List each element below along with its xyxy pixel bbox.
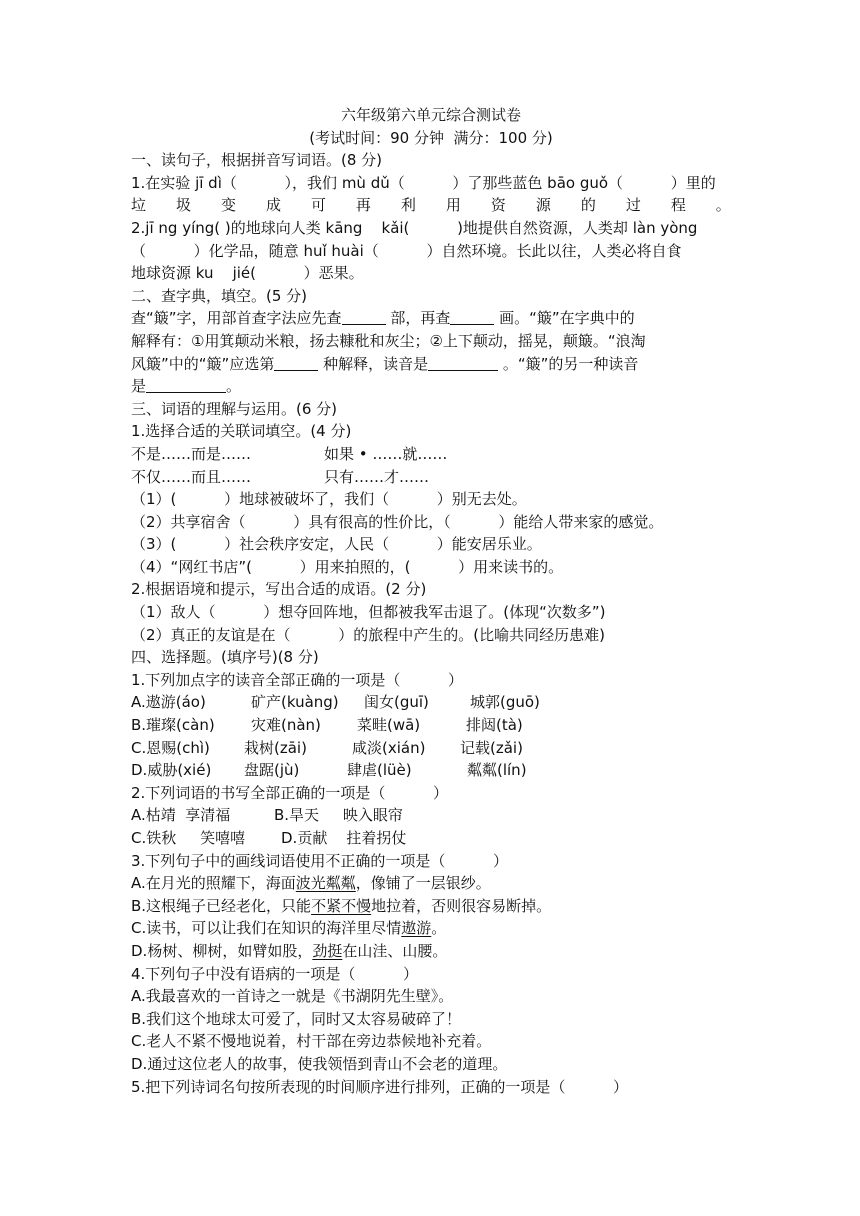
underlined-word: 劲挺	[312, 941, 343, 960]
s2-line-4	[131, 375, 731, 398]
choice-word: 咸淡(xián)	[352, 738, 426, 757]
s2-text: 查“簸”字，用部首查字法应先查	[131, 309, 342, 328]
justified-char: 垃	[131, 196, 147, 215]
s2-text: 画。“簸”在字典中的	[494, 309, 635, 328]
choice-word: 城郭(guō)	[470, 693, 540, 712]
s4-q3-option-a	[131, 872, 731, 895]
justified-char: 。	[715, 196, 731, 215]
justified-char: 资	[490, 196, 506, 215]
underlined-word: 不紧不慢	[311, 896, 372, 915]
justified-char: 成	[265, 196, 281, 215]
s1-line-2	[131, 194, 731, 217]
exam-paper	[131, 104, 731, 1098]
option-text: B.这根绳子已经老化，只能	[131, 896, 312, 915]
justified-char: 变	[220, 196, 236, 215]
option-text: ，像铺了一层银纱。	[355, 874, 491, 893]
justified-char: 程	[670, 196, 686, 215]
justified-char: 圾	[175, 196, 191, 215]
s4-q1-option-b	[131, 714, 731, 737]
exam-subtitle: (考试时间：90 分钟 满分：100 分)	[309, 128, 553, 147]
choice-word: 菜畦(wā)	[357, 716, 421, 735]
s4-q3-option-d	[131, 940, 731, 963]
s3-q1: 1.选择合适的关联词填空。(4 分)	[131, 422, 352, 441]
choice-word: B.璀璨(càn)	[131, 716, 215, 735]
s1-line-4: （ ）化学品，随意 huǐ huài（ ）自然环境。长此以往，人类必将自食	[131, 241, 682, 260]
choice-word: 灾难(nàn)	[251, 716, 321, 735]
choice-word: D.威胁(xié)	[131, 761, 212, 780]
choice-option: A.枯靖 享清福	[131, 806, 231, 825]
s4-q1-option-a	[131, 691, 731, 714]
choice-word: 矿产(kuàng)	[251, 693, 339, 712]
underlined-word: 遨游	[401, 919, 432, 938]
s2-text: 。“簸”的另一种读音	[498, 354, 639, 373]
s1-line-3: 2.jī ng yíng( )的地球向人类 kāng kǎi( )地提供自然资源，人类却 làn yòng	[131, 218, 698, 237]
blank-pronunciation[interactable]	[428, 353, 498, 371]
choice-word: 肆虐(lüè)	[347, 761, 412, 780]
blank-meaning[interactable]	[274, 353, 318, 371]
conjunction-option: 如果 • ……就……	[324, 444, 448, 463]
option-text: 。	[431, 919, 447, 938]
s2-text: 。	[226, 377, 242, 396]
s2-text: 是	[131, 377, 147, 396]
option-text: 地拉着，否则很容易断掉。	[371, 896, 552, 915]
choice-option: C.铁秋 笑嘻嘻	[131, 829, 246, 847]
choice-word: C.恩赐(chì)	[131, 738, 210, 757]
section-4-heading: 四、选择题。(填序号)(8 分)	[131, 648, 319, 667]
choice-word: A.遨游(áo)	[131, 693, 206, 712]
s4-q2-row-1	[131, 804, 731, 827]
s3-idiom-2: （2）真正的友谊是在（ ）的旅程中产生的。(比喻共同经历患难)	[131, 625, 605, 644]
option-text: C.读书，可以让我们在知识的海洋里尽情	[131, 919, 402, 938]
choice-word: 闺女(guī)	[364, 693, 429, 712]
option-text: D.杨树、柳树，如臂如股，	[131, 941, 313, 960]
option-text: 在山洼、山腰。	[342, 941, 448, 960]
s3-item-2: （2）共享宿舍（ ）具有很高的性价比，（ ）能给人带来家的感觉。	[131, 512, 664, 531]
blank-radical[interactable]	[342, 307, 386, 325]
s4-q4-option-d: D.通过这位老人的故事，使我领悟到青山不会老的道理。	[131, 1054, 508, 1073]
blank-other-pronunciation[interactable]	[146, 375, 226, 393]
underlined-word: 波光粼粼	[295, 874, 356, 893]
s3-item-1: （1）( ）地球被破坏了，我们（ ）别无去处。	[131, 490, 527, 509]
choice-word: 记载(zǎi)	[460, 738, 523, 757]
section-3-heading: 三、词语的理解与运用。(6 分)	[131, 399, 338, 418]
s2-text: 部，再查	[385, 309, 451, 328]
s2-text: 风簸”中的“簸”应选第	[131, 354, 275, 373]
justified-char: 用	[445, 196, 461, 215]
choice-word: 粼粼(lín)	[467, 761, 527, 780]
s4-q4-option-b: B.我们这个地球太可爱了，同时又太容易破碎了！	[131, 1009, 462, 1028]
exam-title: 六年级第六单元综合测试卷	[340, 106, 521, 124]
s3-item-4: （4）“网红书店”( ）用来拍照的，( ）用来读书的。	[131, 557, 564, 576]
s3-idiom-1: （1）敌人（ ）想夺回阵地，但都被我军击退了。(体现“次数多”)	[131, 603, 606, 622]
s2-line-2: 解释有：①用箕颠动米粮，扬去糠秕和灰尘；②上下颠动，摇晃，颠簸。“浪淘	[131, 331, 646, 350]
s4-q3-option-c	[131, 917, 731, 940]
s4-q1-option-c	[131, 737, 731, 760]
s3-options-row-1	[131, 443, 731, 466]
choice-word: 盘踞(jù)	[244, 761, 300, 780]
s1-line-1: 1.在实验 jī dì（ ），我们 mù dǔ（ ）了那些蓝色 bāo guǒ（ ）里的	[131, 173, 716, 192]
conjunction-option: 只有……才……	[324, 467, 430, 486]
justified-char: 利	[400, 196, 416, 215]
conjunction-option: 不是……而是……	[131, 444, 252, 463]
choice-word: 栽树(zāi)	[244, 738, 307, 757]
section-1-heading: 一、读句子，根据拼音写词语。(8 分)	[131, 151, 383, 170]
s3-options-row-2	[131, 466, 731, 489]
section-2-heading: 二、查字典，填空。(5 分)	[131, 286, 308, 305]
justified-char: 再	[355, 196, 371, 215]
s4-q5: 5.把下列诗词名句按所表现的时间顺序进行排列，正确的一项是（ ）	[131, 1077, 628, 1096]
s4-q2: 2.下列词语的书写全部正确的一项是（ ）	[131, 783, 448, 802]
s4-q3: 3.下列句子中的画线词语使用不正确的一项是（ ）	[131, 851, 508, 870]
s2-line-3	[131, 353, 731, 376]
s4-q3-option-b	[131, 895, 731, 918]
s2-line-1	[131, 307, 731, 330]
choice-option: D.贡献 拄着拐仗	[281, 829, 407, 847]
blank-strokes[interactable]	[450, 307, 494, 325]
s3-item-3: （3）( ）社会秩序安定，人民（ ）能安居乐业。	[131, 535, 542, 554]
choice-word: 排闼(tà)	[466, 716, 523, 735]
s4-q4-option-c: C.老人不紧不慢地说着，村干部在旁边恭候地补充着。	[131, 1032, 492, 1051]
s1-line-5: 地球资源 ku jié( ）恶果。	[131, 264, 364, 283]
s4-q1: 1.下列加点字的读音全部正确的一项是（ ）	[131, 670, 463, 689]
s4-q4-option-a: A.我最喜欢的一首诗之一就是《书湖阴先生壁》。	[131, 987, 454, 1006]
justified-char: 的	[580, 196, 596, 215]
justified-char: 源	[535, 196, 551, 215]
conjunction-option: 不仅……而且……	[131, 467, 252, 486]
s4-q4: 4.下列句子中没有语病的一项是（ ）	[131, 964, 418, 983]
s4-q1-option-d	[131, 759, 731, 782]
justified-char: 过	[625, 196, 641, 215]
s2-text: 种解释，读音是	[318, 354, 429, 373]
justified-char: 可	[310, 196, 326, 215]
option-text: A.在月光的照耀下，海面	[131, 874, 296, 893]
s4-q2-row-2	[131, 827, 731, 850]
s3-q2: 2.根据语境和提示，写出合适的成语。(2 分)	[131, 580, 427, 599]
choice-option: B.旱天 映入眼帘	[274, 806, 403, 825]
